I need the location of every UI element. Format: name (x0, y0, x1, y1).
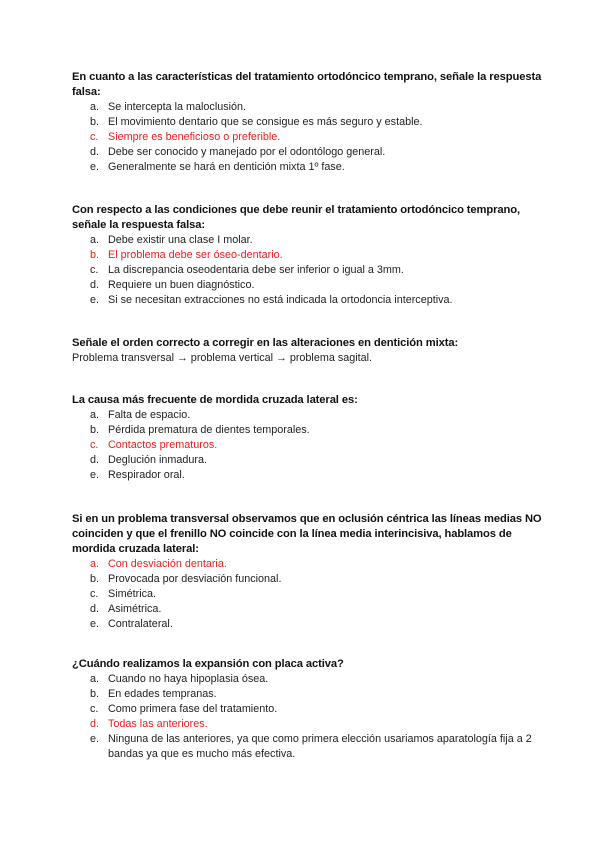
option-text: Siempre es beneficioso o preferible. (108, 131, 281, 143)
option-d (72, 453, 358, 468)
options-list (72, 233, 542, 308)
option-text: Todas las anteriores. (108, 718, 208, 730)
option-e (72, 617, 542, 632)
option-text: Se intercepta la maloclusión. (108, 101, 247, 113)
option-e (72, 468, 358, 483)
option-marker: a. (90, 101, 100, 113)
question-title: Señale el orden correcto a corregir en las alteraciones en dentición mixta: (72, 337, 459, 349)
option-marker: e. (90, 618, 100, 630)
option-c (72, 263, 542, 278)
question-title: ¿Cuándo realizamos la expansión con placa activa? (72, 658, 344, 670)
option-c-correct (72, 438, 358, 453)
option-marker: e. (90, 161, 100, 173)
option-marker: a. (90, 409, 100, 421)
option-d (72, 278, 542, 293)
question-title: Si en un problema transversal observamos que en oclusión céntrica las líneas medias NO coinciden y que el frenillo NO coincide con la línea media interincisiva, hablamos de mordida cruzada lateral: (72, 513, 542, 555)
option-e (72, 293, 542, 308)
options-list (72, 557, 542, 632)
question-title: Con respecto a las condiciones que debe reunir el tratamiento ortodóncico temprano, señale la respuesta falsa: (72, 204, 520, 231)
option-marker: b. (90, 249, 100, 261)
question-title: En cuanto a las características del tratamiento ortodóncico temprano, señale la respuesta falsa: (72, 71, 542, 98)
option-text: Simétrica. (108, 588, 156, 600)
question-6 (72, 657, 542, 762)
question-4 (72, 393, 358, 483)
option-b (72, 572, 542, 587)
option-marker: c. (90, 439, 99, 451)
option-marker: a. (90, 558, 100, 570)
question-1 (72, 70, 542, 175)
option-text: Cuando no haya hipoplasia ósea. (108, 673, 269, 685)
option-text: Deglución inmadura. (108, 454, 208, 466)
option-c-correct (72, 130, 542, 145)
option-marker: c. (90, 264, 99, 276)
option-d (72, 602, 542, 617)
option-marker: d. (90, 454, 100, 466)
option-text: Contactos prematuros. (108, 439, 218, 451)
option-b (72, 687, 542, 702)
option-text: Pérdida prematura de dientes temporales. (108, 424, 310, 436)
option-text: Contralateral. (108, 618, 173, 630)
option-a (72, 100, 542, 115)
option-marker: a. (90, 234, 100, 246)
option-e (72, 160, 542, 175)
option-text: Generalmente se hará en dentición mixta 1º fase. (108, 161, 345, 173)
option-text: Respirador oral. (108, 469, 185, 481)
option-marker: d. (90, 279, 100, 291)
question-title: La causa más frecuente de mordida cruzada lateral es: (72, 394, 358, 406)
option-marker: c. (90, 703, 99, 715)
answer-text: Problema transversal → problema vertical → problema sagital. (72, 352, 373, 364)
question-5 (72, 512, 542, 632)
option-text: Falta de espacio. (108, 409, 191, 421)
option-c (72, 702, 542, 717)
option-marker: e. (90, 733, 100, 745)
option-marker: d. (90, 146, 100, 158)
options-list (72, 100, 542, 175)
option-marker: e. (90, 294, 100, 306)
option-text: Con desviación dentaria. (108, 558, 227, 570)
option-marker: a. (90, 673, 100, 685)
option-text: Debe existir una clase I molar. (108, 234, 253, 246)
option-a (72, 233, 542, 248)
option-marker: d. (90, 718, 100, 730)
option-marker: b. (90, 116, 100, 128)
option-a-correct (72, 557, 542, 572)
option-text: Si se necesitan extracciones no está indicada la ortodoncia interceptiva. (108, 294, 453, 306)
option-text: Asimétrica. (108, 603, 162, 615)
option-text: La discrepancia oseodentaria debe ser inferior o igual a 3mm. (108, 264, 404, 276)
option-text: El problema debe ser óseo-dentario. (108, 249, 283, 261)
option-b (72, 115, 542, 130)
question-2 (72, 203, 542, 308)
option-marker: e. (90, 469, 100, 481)
options-list (72, 408, 358, 483)
option-marker: d. (90, 603, 100, 615)
option-text: Provocada por desviación funcional. (108, 573, 282, 585)
option-d (72, 145, 542, 160)
option-e (72, 732, 542, 762)
question-3 (72, 336, 458, 366)
option-text: Ninguna de las anteriores, ya que como primera elección usariamos aparatología fija a 2 bandas ya que es mucho más efectiva. (108, 733, 532, 760)
option-a (72, 672, 542, 687)
option-marker: b. (90, 688, 100, 700)
option-d-correct (72, 717, 542, 732)
options-list (72, 672, 542, 762)
option-b-correct (72, 248, 542, 263)
option-text: El movimiento dentario que se consigue es más seguro y estable. (108, 116, 423, 128)
option-b (72, 423, 358, 438)
option-text: Debe ser conocido y manejado por el odontólogo general. (108, 146, 386, 158)
option-text: En edades tempranas. (108, 688, 217, 700)
option-text: Requiere un buen diagnóstico. (108, 279, 255, 291)
option-text: Como primera fase del tratamiento. (108, 703, 278, 715)
option-marker: b. (90, 424, 100, 436)
option-marker: b. (90, 573, 100, 585)
option-marker: c. (90, 588, 99, 600)
option-a (72, 408, 358, 423)
option-c (72, 587, 542, 602)
option-marker: c. (90, 131, 99, 143)
